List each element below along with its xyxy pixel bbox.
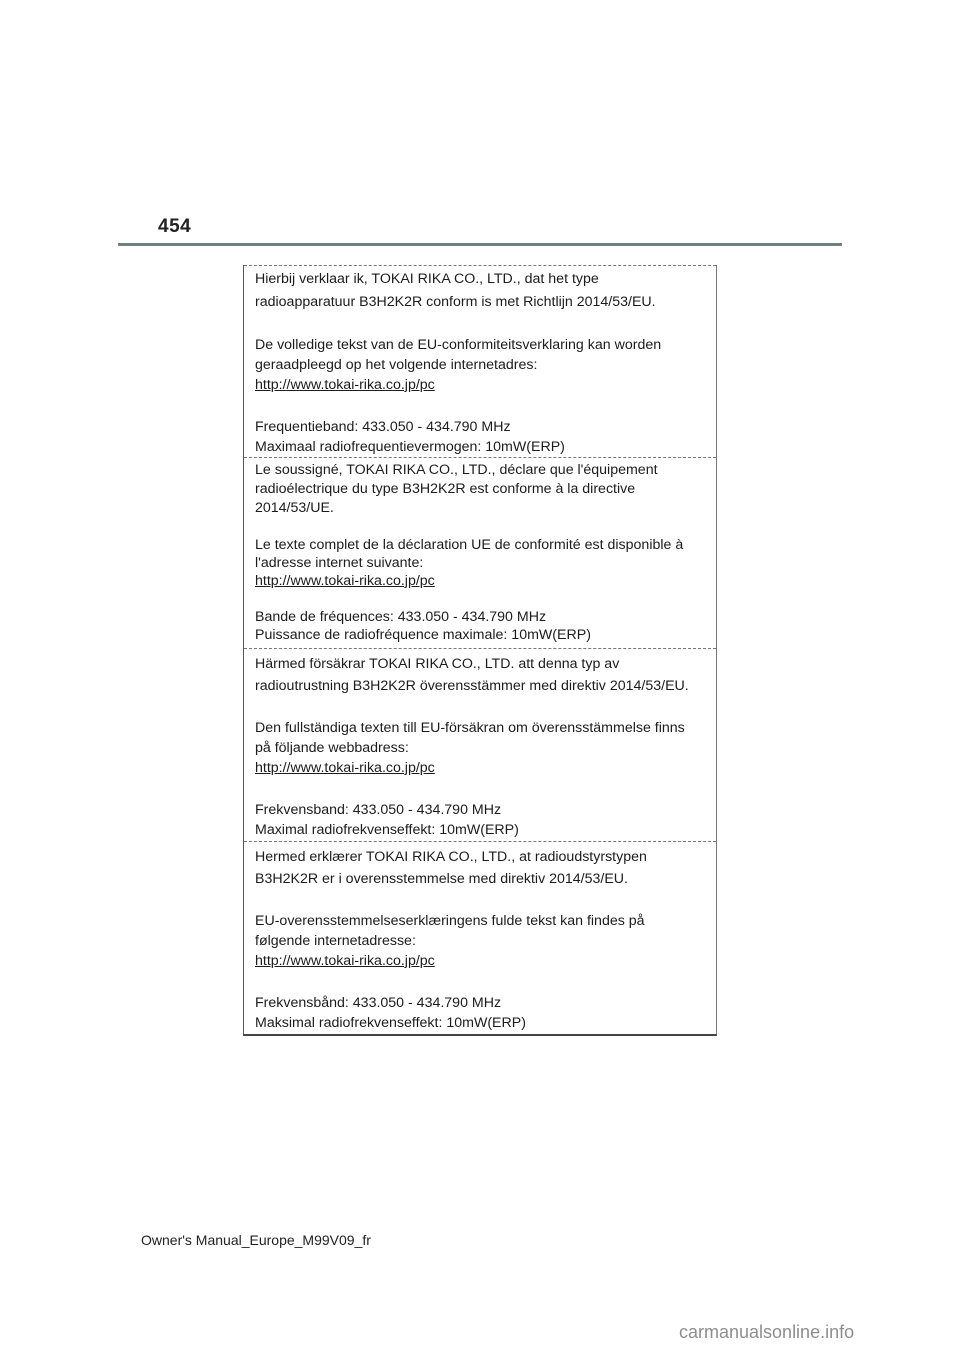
frequency-band: Frekvensbånd: 433.050 - 434.790 MHz: [255, 995, 502, 1011]
statement-line: Hierbij verklaar ik, TOKAI RIKA CO., LTD., dat het type: [255, 271, 599, 287]
declaration-url-link[interactable]: http://www.tokai-rika.co.jp/pc: [255, 953, 435, 969]
statement-line: radioélectrique du type B3H2K2R est conforme à la directive: [255, 481, 636, 497]
section-dutch: [244, 265, 716, 457]
max-power: Puissance de radiofréquence maximale: 10mW(ERP): [255, 627, 591, 643]
header-rule: [118, 243, 842, 246]
fulltext-line: De volledige tekst van de EU-conformiteitsverklaring kan worden: [255, 337, 662, 353]
declaration-url-link[interactable]: http://www.tokai-rika.co.jp/pc: [255, 573, 435, 589]
footer-manual-label: Owner's Manual_Europe_M99V09_fr: [141, 1232, 371, 1248]
watermark-link[interactable]: carmanualsonline.info: [679, 1322, 855, 1342]
section-swedish: [244, 648, 716, 841]
frequency-band: Frekvensband: 433.050 - 434.790 MHz: [255, 802, 502, 818]
statement-line: radioutrustning B3H2K2R överensstämmer med direktiv 2014/53/EU.: [255, 678, 689, 694]
frequency-band: Bande de fréquences: 433.050 - 434.790 MHz: [255, 609, 547, 625]
declaration-url-link[interactable]: http://www.tokai-rika.co.jp/pc: [255, 760, 435, 776]
statement-line: Le soussigné, TOKAI RIKA CO., LTD., déclare que l'équipement: [255, 462, 658, 478]
max-power: Maximaal radiofrequentievermogen: 10mW(ERP): [255, 439, 565, 455]
fulltext-line: l'adresse internet suivante:: [255, 555, 424, 571]
max-power: Maksimal radiofrekvenseffekt: 10mW(ERP): [255, 1015, 526, 1031]
statement-line: radioapparatuur B3H2K2R conform is met Richtlijn 2014/53/EU.: [255, 294, 656, 310]
section-french: [244, 457, 716, 648]
fulltext-line: Den fullständiga texten till EU-försäkran om överensstämmelse finns: [255, 720, 685, 736]
statement-line: B3H2K2R er i overensstemmelse med direktiv 2014/53/EU.: [255, 871, 628, 887]
declaration-box: [243, 265, 717, 1036]
fulltext-line: følgende internetadresse:: [255, 933, 416, 949]
declaration-url-link[interactable]: http://www.tokai-rika.co.jp/pc: [255, 377, 435, 393]
statement-line: Härmed försäkrar TOKAI RIKA CO., LTD. att denna typ av: [255, 656, 620, 672]
fulltext-line: på följande webbadress:: [255, 740, 409, 756]
fulltext-line: Le texte complet de la déclaration UE de conformité est disponible à: [255, 537, 684, 553]
statement-line: Hermed erklærer TOKAI RIKA CO., LTD., at radioudstyrstypen: [255, 849, 647, 865]
max-power: Maximal radiofrekvenseffekt: 10mW(ERP): [255, 822, 519, 838]
section-danish: [244, 841, 716, 1036]
statement-line: 2014/53/UE.: [255, 500, 334, 516]
fulltext-line: EU-overensstemmelseserklæringens fulde tekst kan findes på: [255, 913, 645, 929]
page-number: 454: [158, 216, 192, 237]
fulltext-line: geraadpleegd op het volgende internetadres:: [255, 357, 538, 373]
frequency-band: Frequentieband: 433.050 - 434.790 MHz: [255, 419, 511, 435]
